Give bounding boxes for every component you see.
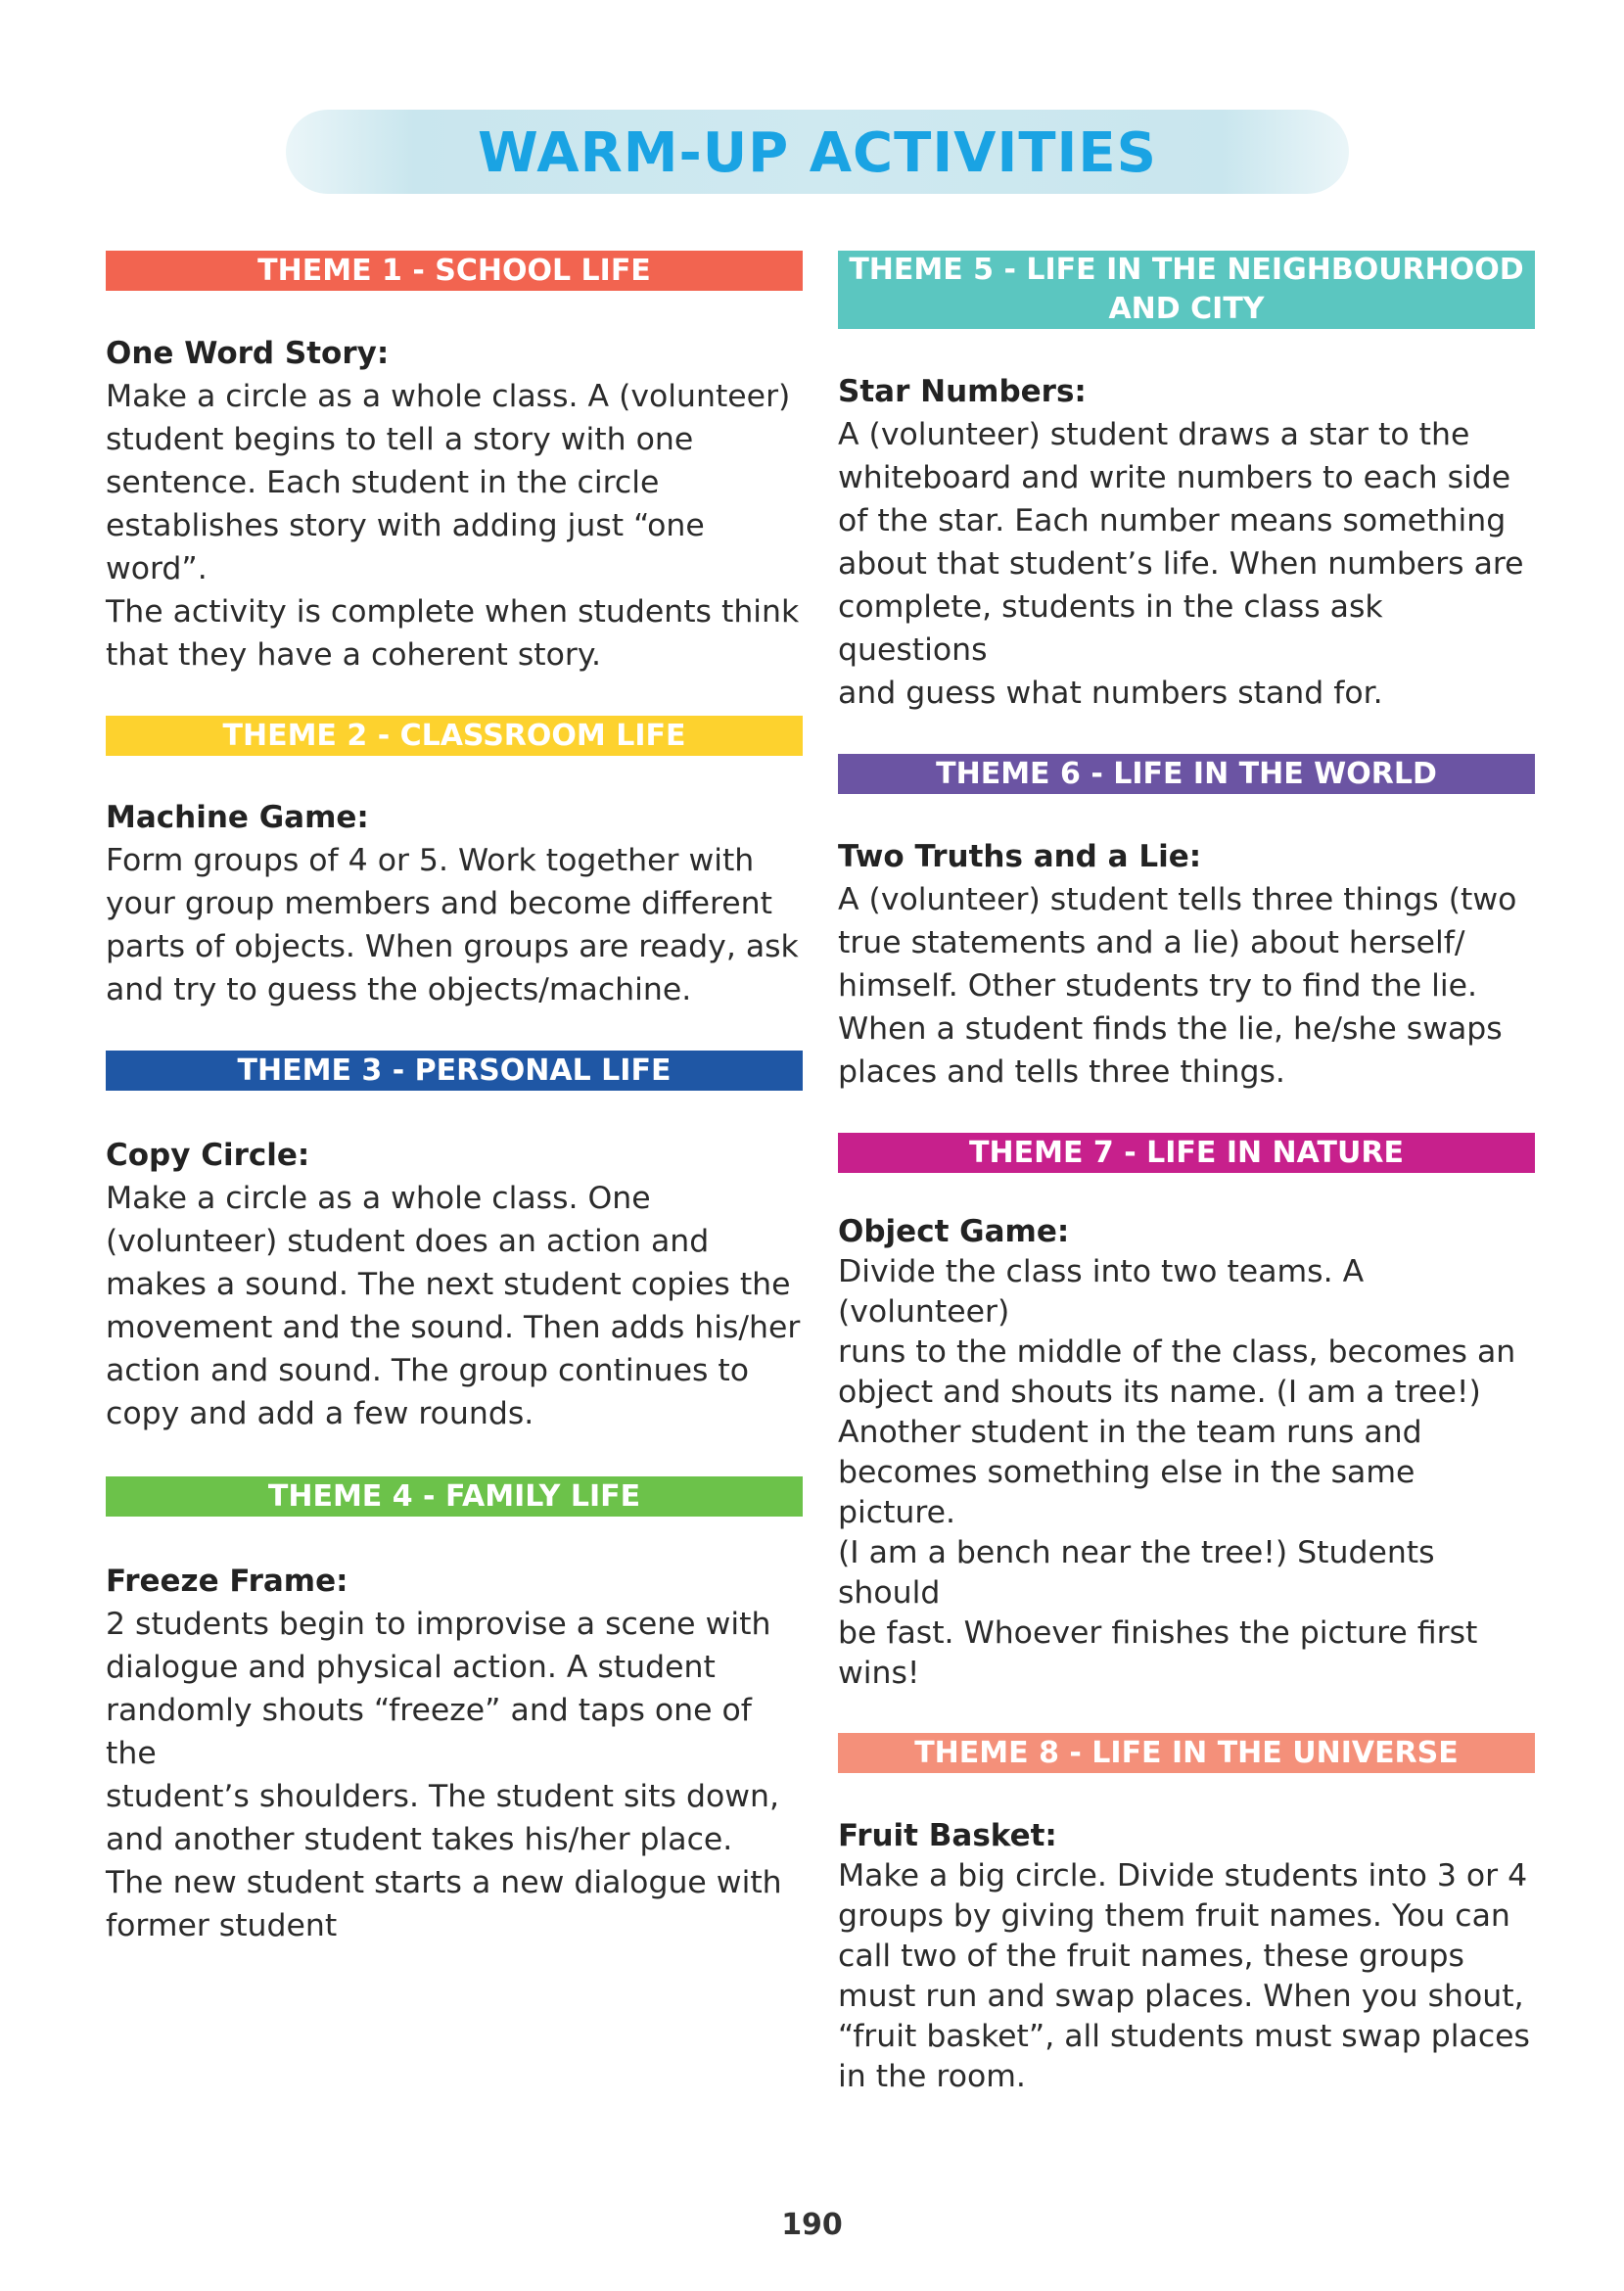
text-line: whiteboard and write numbers to each side — [838, 460, 1511, 495]
text-line: call two of the fruit names, these groups — [838, 1939, 1464, 1974]
text-line: former student — [106, 1908, 338, 1943]
text-line: of the star. Each number means something — [838, 503, 1507, 538]
activity-title-star-numbers: Star Numbers: — [838, 374, 1087, 409]
text-line: complete, students in the class ask questions — [838, 589, 1383, 668]
theme-5-section — [838, 251, 1535, 715]
text-line: about that student’s life. When numbers are — [838, 546, 1524, 582]
activity-text-fruit-basket — [838, 1856, 1535, 2097]
text-line: Make a big circle. Divide students into 3 or 4 — [838, 1858, 1528, 1894]
theme-6-header: THEME 6 - LIFE IN THE WORLD — [838, 754, 1535, 794]
theme-7-section — [838, 1133, 1535, 1694]
text-line: that they have a coherent story. — [106, 637, 601, 673]
left-column — [106, 251, 803, 1947]
text-line: The new student starts a new dialogue with — [106, 1865, 782, 1900]
text-line: object and shouts its name. (I am a tree!) — [838, 1375, 1481, 1410]
activity-title-fruit-basket: Fruit Basket: — [838, 1818, 1057, 1853]
text-line: be fast. Whoever finishes the picture first — [838, 1615, 1478, 1651]
theme-1-header: THEME 1 - SCHOOL LIFE — [106, 251, 803, 291]
theme-5-header-line-2: AND CITY — [1108, 292, 1265, 326]
text-line: A (volunteer) student draws a star to the — [838, 417, 1470, 452]
text-line: Make a circle as a whole class. One — [106, 1181, 651, 1216]
text-line: parts of objects. When groups are ready, ask — [106, 929, 799, 964]
page-title-banner — [286, 110, 1349, 194]
text-line: Make a circle as a whole class. A (volunteer) — [106, 379, 791, 414]
page-number: 190 — [781, 2208, 843, 2242]
text-line: makes a sound. The next student copies the — [106, 1267, 791, 1302]
text-line: 2 students begin to improvise a scene with — [106, 1607, 771, 1642]
text-line: “fruit basket”, all students must swap places — [838, 2019, 1530, 2054]
text-line: student’s shoulders. The student sits down, — [106, 1779, 779, 1814]
text-line: copy and add a few rounds. — [106, 1396, 534, 1431]
activity-text-freeze-frame — [106, 1603, 803, 1947]
text-line: student begins to tell a story with one — [106, 422, 694, 457]
text-line: (I am a bench near the tree!) Students should — [838, 1535, 1435, 1611]
activity-title-machine-game: Machine Game: — [106, 800, 369, 835]
activity-text-star-numbers — [838, 413, 1535, 715]
activity-title-two-truths: Two Truths and a Lie: — [838, 839, 1202, 874]
theme-1-section — [106, 251, 803, 677]
activity-text-two-truths — [838, 878, 1535, 1094]
text-line: becomes something else in the same picture. — [838, 1455, 1415, 1530]
theme-2-section — [106, 716, 803, 1011]
theme-8-section — [838, 1733, 1535, 2097]
text-line: Form groups of 4 or 5. Work together with — [106, 843, 755, 878]
text-line: movement and the sound. Then adds his/her — [106, 1310, 801, 1345]
text-line: wins! — [838, 1656, 920, 1691]
theme-8-header: THEME 8 - LIFE IN THE UNIVERSE — [838, 1733, 1535, 1773]
theme-2-header: THEME 2 - CLASSROOM LIFE — [106, 716, 803, 756]
text-line: dialogue and physical action. A student — [106, 1650, 716, 1685]
activity-text-object-game — [838, 1252, 1535, 1694]
theme-5-header-line-1: THEME 5 - LIFE IN THE NEIGHBOURHOOD — [849, 253, 1524, 287]
text-line: The activity is complete when students think — [106, 594, 800, 630]
activity-text-one-word-story — [106, 375, 803, 677]
page-title: WARM-UP ACTIVITIES — [478, 121, 1157, 185]
text-line: himself. Other students try to find the lie. — [838, 968, 1478, 1004]
text-line: sentence. Each student in the circle — [106, 465, 660, 500]
theme-4-header: THEME 4 - FAMILY LIFE — [106, 1476, 803, 1517]
text-line: and guess what numbers stand for. — [838, 676, 1383, 711]
activity-text-copy-circle — [106, 1177, 803, 1435]
text-line: places and tells three things. — [838, 1054, 1285, 1090]
theme-6-section — [838, 754, 1535, 1094]
right-column — [838, 251, 1535, 2097]
text-line: and another student takes his/her place. — [106, 1822, 733, 1857]
text-line: establishes story with adding just “one word”. — [106, 508, 705, 586]
text-line: (volunteer) student does an action and — [106, 1224, 710, 1259]
theme-3-header: THEME 3 - PERSONAL LIFE — [106, 1051, 803, 1091]
activity-title-object-game: Object Game: — [838, 1214, 1070, 1249]
text-line: action and sound. The group continues to — [106, 1353, 749, 1388]
text-line: in the room. — [838, 2059, 1026, 2094]
text-line: your group members and become different — [106, 886, 772, 921]
text-line: When a student finds the lie, he/she swaps — [838, 1011, 1503, 1047]
text-line: must run and swap places. When you shout, — [838, 1979, 1524, 2014]
activity-title-freeze-frame: Freeze Frame: — [106, 1564, 348, 1599]
theme-3-section — [106, 1051, 803, 1435]
text-line: Divide the class into two teams. A (volunteer) — [838, 1254, 1365, 1330]
text-line: groups by giving them fruit names. You can — [838, 1898, 1510, 1934]
theme-7-header: THEME 7 - LIFE IN NATURE — [838, 1133, 1535, 1173]
theme-4-section — [106, 1476, 803, 1947]
text-line: Another student in the team runs and — [838, 1415, 1422, 1450]
text-line: and try to guess the objects/machine. — [106, 972, 692, 1007]
text-line: runs to the middle of the class, becomes an — [838, 1334, 1516, 1370]
text-line: true statements and a lie) about herself/ — [838, 925, 1465, 960]
activity-title-one-word-story: One Word Story: — [106, 336, 390, 371]
text-line: randomly shouts “freeze” and taps one of the — [106, 1693, 752, 1771]
activity-title-copy-circle: Copy Circle: — [106, 1138, 310, 1173]
text-line: A (volunteer) student tells three things (two — [838, 882, 1517, 917]
activity-text-machine-game — [106, 839, 803, 1011]
theme-5-header — [838, 251, 1535, 329]
